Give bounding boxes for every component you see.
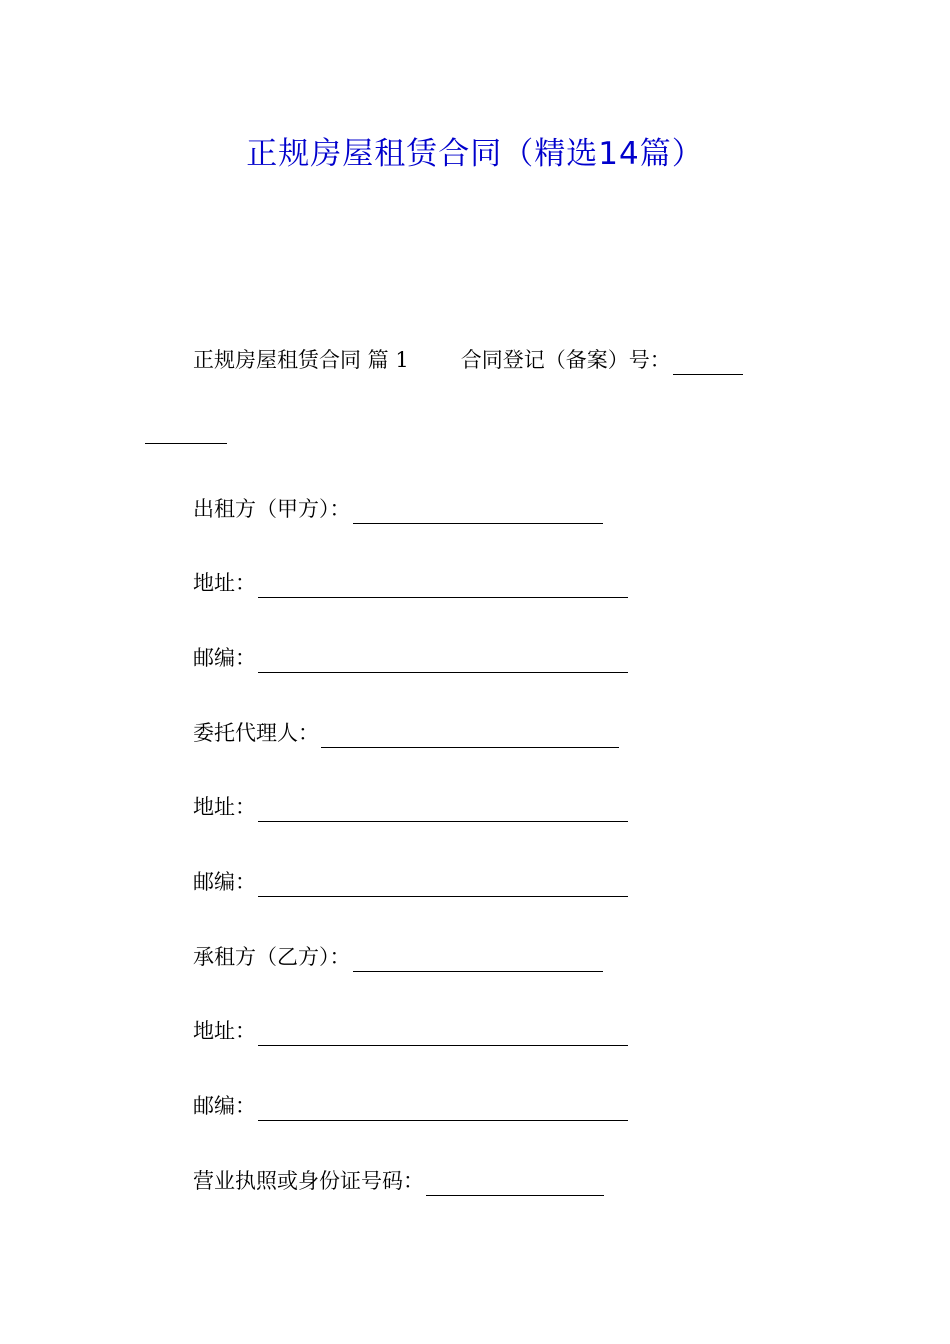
lessee-address-row <box>193 1016 628 1046</box>
license-id-field[interactable] <box>426 1173 604 1196</box>
lessor-name-field[interactable] <box>353 501 603 524</box>
section-title: 正规房屋租赁合同 篇 1 <box>193 348 409 372</box>
field-label: 地址： <box>193 795 256 819</box>
field-label: 承租方（乙方）： <box>193 945 351 969</box>
agent-address-field[interactable] <box>258 799 628 822</box>
lessor-address-field[interactable] <box>258 575 628 598</box>
registration-number-label: 合同登记（备案）号： <box>460 348 671 372</box>
lessee-postcode-field[interactable] <box>258 1098 628 1121</box>
field-label: 地址： <box>193 1019 256 1043</box>
lessee-name-field[interactable] <box>353 949 603 972</box>
field-label: 出租方（甲方）： <box>193 497 351 521</box>
field-label: 邮编： <box>193 646 256 670</box>
lessor-postcode-field[interactable] <box>258 650 628 673</box>
lessee-postcode-row <box>193 1091 628 1121</box>
agent-name-field[interactable] <box>321 725 619 748</box>
document-title: 正规房屋租赁合同（精选14篇） <box>246 136 704 172</box>
agent-postcode-row <box>193 867 628 897</box>
agent-field-row <box>193 718 619 748</box>
lessor-postcode-row <box>193 643 628 673</box>
registration-number-field-continued[interactable] <box>145 443 227 444</box>
field-label: 营业执照或身份证号码： <box>193 1169 424 1193</box>
lessee-address-field[interactable] <box>258 1023 628 1046</box>
field-label: 邮编： <box>193 1094 256 1118</box>
registration-number-field[interactable] <box>673 352 743 375</box>
agent-address-row <box>193 792 628 822</box>
lessor-field-row <box>193 494 603 524</box>
field-label: 委托代理人： <box>193 721 319 745</box>
agent-postcode-field[interactable] <box>258 874 628 897</box>
field-label: 邮编： <box>193 870 256 894</box>
lessor-address-row <box>193 568 628 598</box>
lessee-field-row <box>193 942 603 972</box>
section-header-line <box>193 345 743 375</box>
license-id-row <box>193 1166 604 1196</box>
field-label: 地址： <box>193 571 256 595</box>
